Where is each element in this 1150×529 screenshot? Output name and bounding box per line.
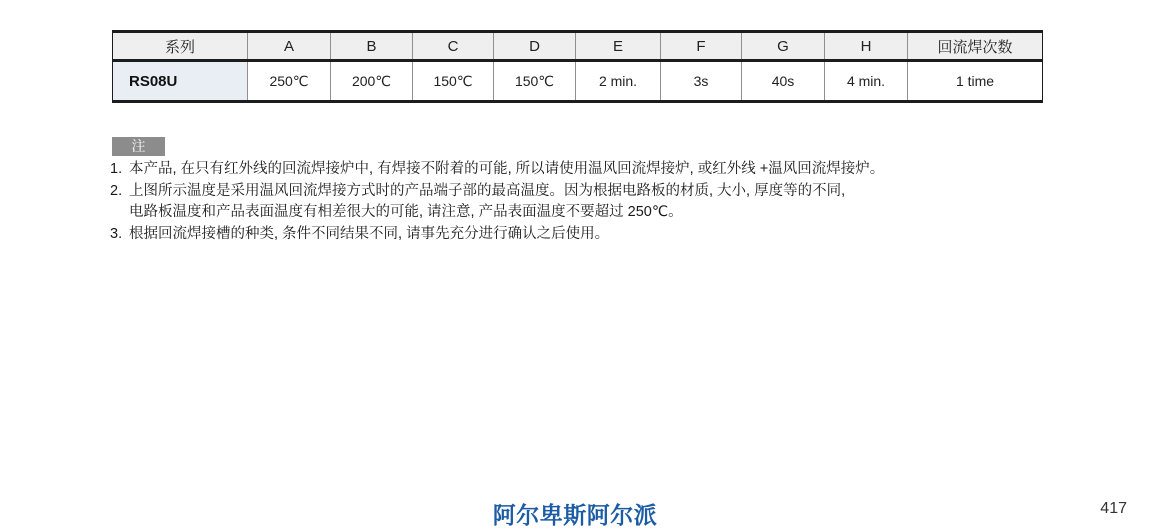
value-cell-f: 3s — [661, 61, 742, 102]
value-cell-reflow-count: 1 time — [908, 61, 1043, 102]
value-cell-g: 40s — [742, 61, 825, 102]
note-marker: 2. — [110, 182, 123, 199]
notes-section — [110, 159, 1050, 245]
value-cell-a: 250℃ — [248, 61, 331, 102]
value-cell-e: 2 min. — [576, 61, 661, 102]
note-marker — [110, 202, 129, 224]
value-cell-d: 150℃ — [494, 61, 576, 102]
col-header-c: C — [413, 32, 494, 61]
col-header-b: B — [331, 32, 413, 61]
reflow-soldering-table — [112, 30, 1043, 103]
note-text: 根据回流焊接槽的种类, 条件不同结果不同, 请事先充分进行确认之后使用。 — [129, 225, 610, 242]
col-header-reflow-count: 回流焊次数 — [908, 32, 1043, 61]
col-header-series: 系列 — [113, 32, 248, 61]
series-name-cell: RS08U — [113, 61, 248, 102]
value-cell-c: 150℃ — [413, 61, 494, 102]
col-header-g: G — [742, 32, 825, 61]
col-header-f: F — [661, 32, 742, 61]
note-line-2 — [110, 181, 1050, 203]
value-cell-b: 200℃ — [331, 61, 413, 102]
note-marker: 1. — [110, 161, 123, 177]
note-marker: 3. — [110, 225, 123, 242]
note-badge: 注 — [112, 137, 165, 156]
note-line-1 — [110, 159, 1050, 181]
note-line-2-continued — [110, 202, 1050, 224]
page-number: 417 — [1100, 500, 1127, 517]
note-text: 上图所示温度是采用温风回流焊接方式时的产品端子部的最高温度。因为根据电路板的材质, 大小, 厚度等的不同, — [129, 182, 846, 199]
note-line-3 — [110, 224, 1050, 246]
note-text: 电路板温度和产品表面温度有相差很大的可能, 请注意, 产品表面温度不要超过 250℃。 — [129, 204, 683, 220]
col-header-d: D — [494, 32, 576, 61]
value-cell-h: 4 min. — [825, 61, 908, 102]
note-text: 本产品, 在只有红外线的回流焊接炉中, 有焊接不附着的可能, 所以请使用温风回流焊接炉, 或红外线 +温风回流焊接炉。 — [129, 161, 885, 177]
brand-name: 阿尔卑斯阿尔派 — [492, 502, 658, 528]
table-header-row — [113, 32, 1043, 61]
table-row — [113, 61, 1043, 102]
col-header-h: H — [825, 32, 908, 61]
col-header-e: E — [576, 32, 661, 61]
col-header-a: A — [248, 32, 331, 61]
